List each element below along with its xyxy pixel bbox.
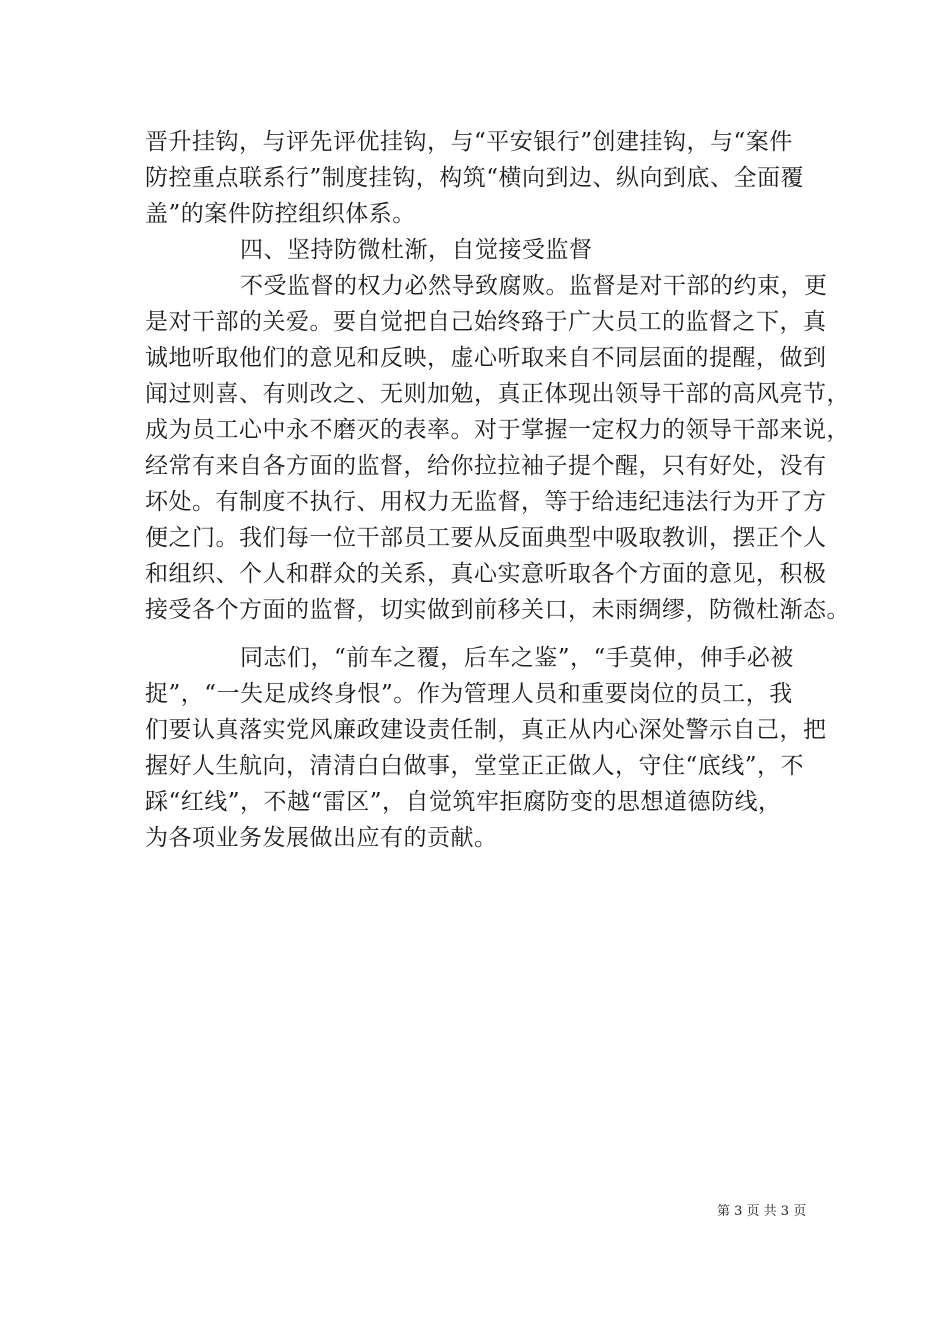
- paragraph-line: 们要认真落实党风廉政建设责任制，真正从内心深处警示自己，把: [145, 717, 827, 743]
- paragraph-line: 经常有来自各方面的监督，给你拉拉袖子提个醒，只有好处，没有: [145, 453, 827, 479]
- paragraph-line: 诚地听取他们的意见和反映，虚心听取来自不同层面的提醒，做到: [145, 345, 827, 371]
- body-line: 晋升挂钩，与评先评优挂钩，与“平安银行”创建挂钩，与“案件: [145, 129, 793, 155]
- paragraph-line: 闻过则喜、有则改之、无则加勉，真正体现出领导干部的高风亮节，: [145, 381, 850, 407]
- paragraph-line: 捉”，“一失足成终身恨”。作为管理人员和重要岗位的员工，我: [145, 681, 793, 707]
- paragraph-line: 和组织、个人和群众的关系，真心实意听取各个方面的意见，积极: [145, 561, 827, 587]
- paragraph-line: 坏处。有制度不执行、用权力无监督，等于给违纪违法行为开了方: [145, 489, 827, 515]
- page-number: 第 3 页 共 3 页: [717, 1204, 807, 1219]
- paragraph-line: 是对干部的关爱。要自觉把自己始终臵于广大员工的监督之下，真: [145, 309, 827, 335]
- paragraph-line: 不受监督的权力必然导致腐败。监督是对干部的约束，更: [240, 273, 828, 299]
- paragraph-line: 握好人生航向，清清白白做事，堂堂正正做人，守住“底线”，不: [145, 753, 805, 779]
- body-line: 防控重点联系行”制度挂钩，构筑“横向到边、纵向到底、全面覆: [145, 165, 805, 191]
- paragraph-line: 踩“红线”，不越“雷区”，自觉筑牢拒腐防变的思想道德防线，: [145, 789, 782, 815]
- paragraph-line: 成为员工心中永不磨灭的表率。对于掌握一定权力的领导干部来说，: [145, 417, 850, 443]
- paragraph-line: 接受各个方面的监督，切实做到前移关口，未雨绸缪，防微杜渐态。: [145, 597, 850, 623]
- paragraph-line: 便之门。我们每一位干部员工要从反面典型中吸取教训，摆正个人: [145, 525, 827, 551]
- body-line: 盖”的案件防控组织体系。: [145, 201, 416, 227]
- section-heading: 四、坚持防微杜渐，自觉接受监督: [240, 237, 593, 263]
- paragraph-line: 同志们，“前车之覆，后车之鉴”，“手莫伸，伸手必被: [240, 645, 794, 671]
- paragraph-line: 为各项业务发展做出应有的贡献。: [145, 825, 498, 851]
